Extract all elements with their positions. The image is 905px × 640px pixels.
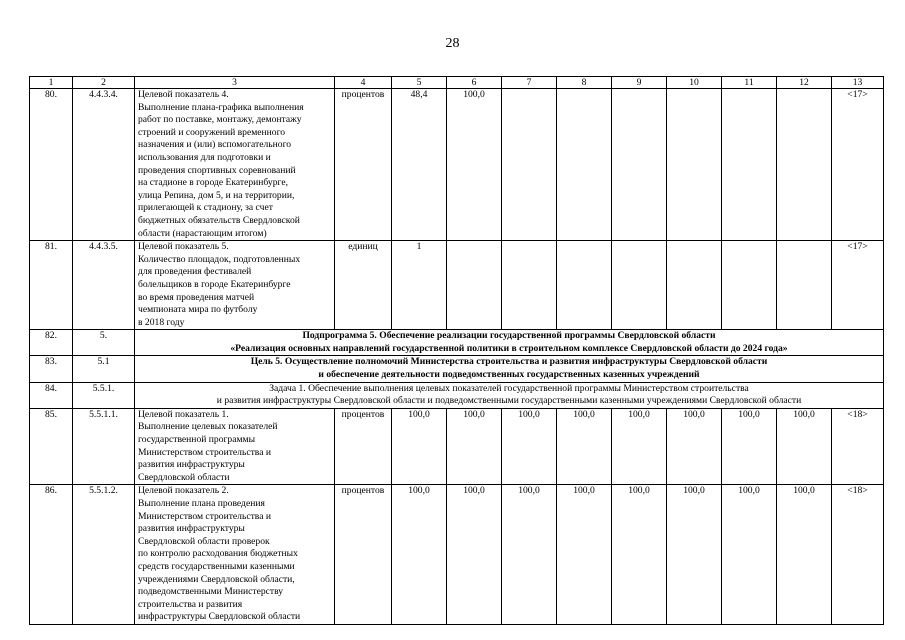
value-cell: 100,0 <box>612 408 667 485</box>
value-cell: 100,0 <box>667 485 722 625</box>
value-cell: 1 <box>392 241 447 330</box>
row-code: 4.4.3.4. <box>73 89 135 241</box>
indicator-description: Целевой показатель 1. Выполнение целевых показателей государственной программы Министерством строительства и развития инфраструктуры Свердловской области <box>135 408 335 485</box>
row-code: 4.4.3.5. <box>73 241 135 330</box>
table-row <box>30 241 884 330</box>
task-title: Задача 1. Обеспечение выполнения целевых показателей государственной программы Министерством строительства и развития инфраструктуры Свердловской области и подведомственными государственными казенными учреждениями Свердловской области <box>135 382 884 408</box>
value-cell <box>502 89 557 241</box>
value-cell: 100,0 <box>612 485 667 625</box>
reference-cell: <18> <box>832 408 884 485</box>
row-number: 82. <box>30 330 73 356</box>
value-cell <box>447 241 502 330</box>
task-row <box>30 382 884 408</box>
column-header: 10 <box>667 77 722 89</box>
value-cell: 100,0 <box>502 485 557 625</box>
value-cell: 100,0 <box>777 485 832 625</box>
goal-row <box>30 356 884 382</box>
row-number: 81. <box>30 241 73 330</box>
column-header: 1 <box>30 77 73 89</box>
value-cell <box>777 241 832 330</box>
column-header: 7 <box>502 77 557 89</box>
indicator-description: Целевой показатель 5. Количество площадок, подготовленных для проведения фестивалей болельщиков в городе Екатеринбурге во время проведения матчей чемпионата мира по футболу в 2018 году <box>135 241 335 330</box>
table-row <box>30 89 884 241</box>
row-number: 84. <box>30 382 73 408</box>
row-code: 5.5.1. <box>73 382 135 408</box>
row-number: 86. <box>30 485 73 625</box>
value-cell <box>557 89 612 241</box>
column-number-row <box>30 77 884 89</box>
row-code: 5.5.1.1. <box>73 408 135 485</box>
unit-cell: процентов <box>335 408 392 485</box>
value-cell <box>722 241 777 330</box>
column-header: 6 <box>447 77 502 89</box>
value-cell <box>777 89 832 241</box>
indicator-description: Целевой показатель 2. Выполнение плана проведения Министерством строительства и развития инфраструктуры Свердловской области проверок по контролю расходования бюджетных средств государственными казенными учреждениями Свердловской области, подведомственными Министерству строительства и развития инфраструктуры Свердловской области <box>135 485 335 625</box>
unit-cell: процентов <box>335 89 392 241</box>
goal-title: Цель 5. Осуществление полномочий Министерства строительства и развития инфраструктуры Свердловской области и обеспечение деятельности подведомственных государственных казенных учреждений <box>135 356 884 382</box>
value-cell: 48,4 <box>392 89 447 241</box>
unit-cell: процентов <box>335 485 392 625</box>
reference-cell: <17> <box>832 241 884 330</box>
value-cell: 100,0 <box>667 408 722 485</box>
subprogram-title: Подпрограмма 5. Обеспечение реализации государственной программы Свердловской области «Реализация основных направлений государственной политики в строительном комплексе Свердловской области до 2024 года» <box>135 330 884 356</box>
value-cell: 100,0 <box>392 408 447 485</box>
row-code: 5.1 <box>73 356 135 382</box>
column-header: 5 <box>392 77 447 89</box>
value-cell <box>667 241 722 330</box>
value-cell <box>722 89 777 241</box>
value-cell: 100,0 <box>447 485 502 625</box>
reference-cell: <18> <box>832 485 884 625</box>
row-number: 80. <box>30 89 73 241</box>
row-number: 85. <box>30 408 73 485</box>
value-cell: 100,0 <box>722 485 777 625</box>
value-cell <box>667 89 722 241</box>
row-number: 83. <box>30 356 73 382</box>
value-cell: 100,0 <box>722 408 777 485</box>
unit-cell: единиц <box>335 241 392 330</box>
indicator-description: Целевой показатель 4. Выполнение плана-графика выполнения работ по поставке, монтажу, демонтажу строений и сооружений временного назначения и (или) вспомогательного использования для подготовки и проведения спортивных соревнований на стадионе в городе Екатеринбурге, улица Репина, дом 5, и на территории, прилегающей к стадиону, за счет бюджетных обязательств Свердловской области (нарастающим итогом) <box>135 89 335 241</box>
column-header: 3 <box>135 77 335 89</box>
value-cell: 100,0 <box>557 485 612 625</box>
value-cell <box>612 89 667 241</box>
column-header: 11 <box>722 77 777 89</box>
value-cell: 100,0 <box>777 408 832 485</box>
row-code: 5. <box>73 330 135 356</box>
column-header: 12 <box>777 77 832 89</box>
value-cell: 100,0 <box>447 89 502 241</box>
subprogram-row <box>30 330 884 356</box>
reference-cell: <17> <box>832 89 884 241</box>
indicators-table <box>29 76 884 625</box>
table-row <box>30 408 884 485</box>
value-cell <box>612 241 667 330</box>
value-cell <box>502 241 557 330</box>
column-header: 4 <box>335 77 392 89</box>
value-cell: 100,0 <box>392 485 447 625</box>
column-header: 8 <box>557 77 612 89</box>
column-header: 9 <box>612 77 667 89</box>
value-cell <box>557 241 612 330</box>
value-cell: 100,0 <box>502 408 557 485</box>
column-header: 2 <box>73 77 135 89</box>
column-header: 13 <box>832 77 884 89</box>
table-row <box>30 485 884 625</box>
row-code: 5.5.1.2. <box>73 485 135 625</box>
value-cell: 100,0 <box>447 408 502 485</box>
page-number: 28 <box>445 36 460 51</box>
value-cell: 100,0 <box>557 408 612 485</box>
